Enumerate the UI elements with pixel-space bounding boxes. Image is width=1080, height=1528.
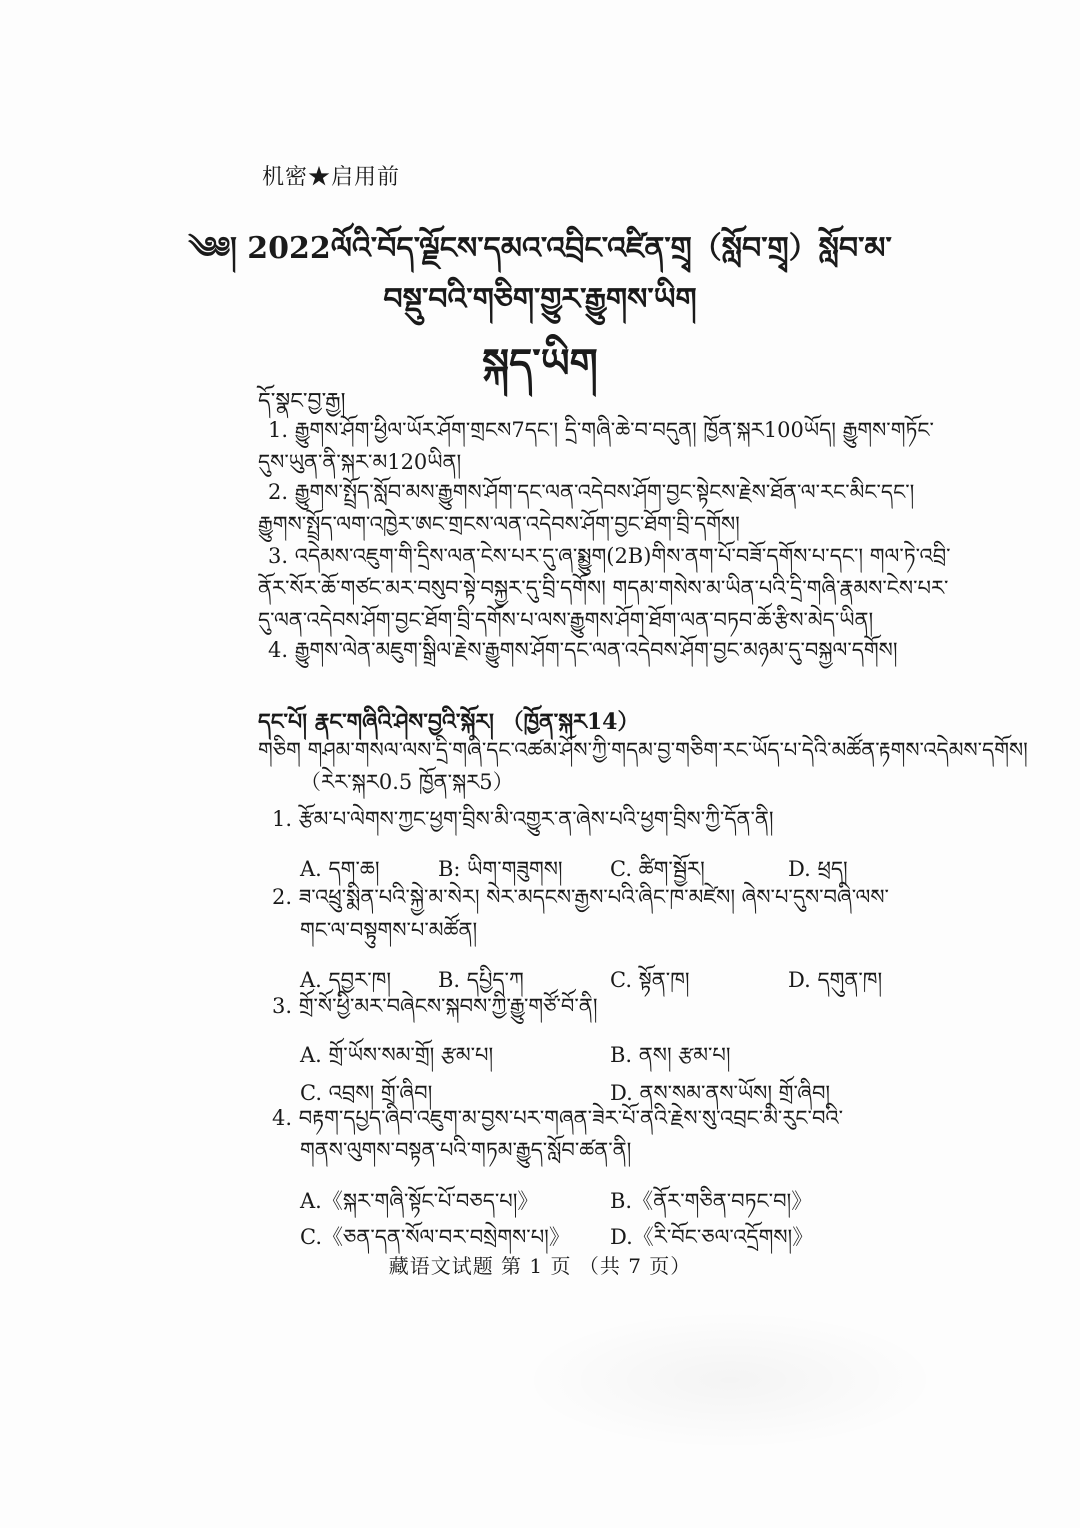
exam-title-line1: ༄༅། 2022ལོའི་བོད་ལྗོངས་དམའ་འབྲིང་འཛིན་གྲྭ（སློབ་གྲྭ）སློབ་མ་ — [188, 231, 892, 266]
question-1: 1. རྩོམ་པ་ལེགས་ཀྱང་ཕྱག་བྲིས་མི་འགྱུར་ན་ཞེས་པའི་ཕྱག་བྲིས་ཀྱི་དོན་ནི། — [272, 807, 774, 831]
note-line: 3. འདེམས་འཇུག་གི་དྲིས་ལན་ངེས་པར་དུ་ཞ་སྨྱུག(2B)གིས་ནག་པོ་བཟོ་དགོས་པ་དང་། གལ་ཏེ་འབྲི་ — [268, 544, 951, 568]
page-footer: 藏语文试题 第 1 页 （共 7 页） — [388, 1254, 692, 1278]
secret-label: 机密★启用前 — [262, 165, 401, 190]
q3-option-b: B. ནས། རྩམ་པ། — [610, 1043, 731, 1067]
q4-option-a: A.《སྐར་གཞི་སྟོང་པོ་བཅད་པ།》 — [300, 1189, 539, 1213]
section-heading: དང་པོ། རྣང་གཞིའི་ཤེས་བྱའི་སྐོར། （ཁྱོན་སྐར14） — [258, 709, 640, 735]
q2-option-c: C. སྟོན་ཁ། — [610, 968, 690, 992]
note-line: རྒྱུགས་སྤྲོད་ལག་འཁྱེར་ཨང་གྲངས་ལན་འདེབས་ཤོག་བྱང་ཐོག་བྲི་དགོས། — [258, 512, 740, 536]
sub-heading-points: （རེར་སྐར0.5 ཁྱོན་སྐར5） — [300, 770, 514, 794]
q1-option-d: D. ཕྲད། — [788, 857, 848, 881]
q3-option-d: D. ནས་སམ་ནས་ཡོས། གྲོ་ཞིབ། — [610, 1081, 831, 1105]
scan-shadow — [520, 1310, 940, 1450]
q3-option-c: C. འབྲས། གྲོ་ཞིབ། — [300, 1081, 433, 1105]
note-line: དུ་ལན་འདེབས་ཤོག་བྱང་ཐོག་བྲི་དགོས་པ་ལས་རྒྱུགས་ཤོག་ཐོག་ལན་བཏབ་ཆོ་རྩིས་མེད་ཡིན། — [258, 608, 874, 632]
note-line: དུས་ཡུན་ནི་སྐར་མ120ཡིན། — [258, 450, 462, 474]
subject-title: སྐད་ཡིག — [482, 340, 598, 387]
note-line: 4. རྒྱུགས་ལེན་མཇུག་སྒྲིལ་རྗེས་རྒྱུགས་ཤོག་དང་ལན་འདེབས་ཤོག་བྱང་མཉམ་དུ་བསྐྱལ་དགོས། — [268, 638, 898, 662]
note-line: 2. རྒྱུགས་སྤྲོད་སློབ་མས་རྒྱུགས་ཤོག་དང་ལན་འདེབས་ཤོག་བྱང་སྟེངས་རྗེས་ཐོན་ལ་རང་མིང་དང་། — [268, 480, 915, 504]
q1-option-a: A. དག་ཆ། — [300, 857, 380, 881]
note-line: ནོར་སོར་ཆོ་གཙང་མར་བསུབ་སྟེ་བསྐྱར་དུ་བྲི་དགོས། གདམ་གསེས་མ་ཡིན་པའི་དྲི་གཞི་རྣམས་ངེས་པར་ — [258, 576, 949, 600]
q1-option-c: C. ཚིག་སྦྱོར། — [610, 857, 705, 881]
question-3: 3. གྲོ་སོ་ཕྱི་མར་བཞེངས་སྐབས་ཀྱི་རྒྱུ་གཙོ་བོ་ནི། — [272, 994, 598, 1018]
exam-title-line2: བསྡུ་བའི་གཅིག་གྱུར་རྒྱུགས་ཡིག — [383, 282, 697, 317]
question-2: 2. ཟ་འཕྲུ་སྨིན་པའི་སྐྱེ་མ་སེར། སེར་མདངས་རྒྱས་པའི་ཞིང་ཁ་མཛེས། ཞེས་པ་དུས་བཞི་ལས་ — [272, 885, 889, 909]
q3-option-a: A. གྲོ་ཡོས་སམ་གྲོ། རྩམ་པ། — [300, 1043, 494, 1067]
notes-heading: དོ་སྣང་བྱ་རྒྱ། — [258, 389, 346, 414]
question-4: 4. བརྟག་དཔྱད་ཞིབ་འཇུག་མ་བྱས་པར་གཞན་ཟེར་པོ་ནའི་རྗེས་སུ་འབྲང་མི་རུང་བའི་ — [272, 1106, 844, 1130]
note-line: 1. རྒྱུགས་ཤོག་ཕྱིལ་ཡོར་ཤོག་གྲངས7དང་། དྲི་གཞི་ཆེ་བ་བདུན། ཁྱོན་སྐར100ཡོད། རྒྱུགས་གཏོང་ — [268, 418, 934, 442]
sub-heading: གཅིག གཤམ་གསལ་ལས་དྲི་གཞི་དང་འཚམ་ཤོས་ཀྱི་གདམ་བྱ་གཅིག་རང་ཡོད་པ་དེའི་མཚོན་རྟགས་འདེམས་དགོས། — [258, 738, 1028, 762]
q4-option-c: C.《ཅན་དན་སོལ་བར་བསྲེགས་པ།》 — [300, 1225, 570, 1249]
q4-option-b: B.《ནོར་གཅིན་བཏང་བ།》 — [610, 1189, 813, 1213]
question-2-cont: གང་ལ་བསྟུགས་པ་མཚོན། — [300, 918, 478, 942]
question-4-cont: གནས་ལུགས་བསྟན་པའི་གཏམ་རྒྱུད་སློབ་ཚན་ནི། — [300, 1138, 632, 1162]
q2-option-a: A. དབྱར་ཁ། — [300, 968, 391, 992]
q1-option-b: B: ཡིག་གཟུགས། — [438, 857, 563, 881]
q2-option-d: D. དགུན་ཁ། — [788, 968, 883, 992]
q4-option-d: D.《རི་བོང་ཅལ་འདྲོགས།》 — [610, 1225, 814, 1249]
q2-option-b: B. དཔྱིད་ཀ — [438, 968, 524, 992]
